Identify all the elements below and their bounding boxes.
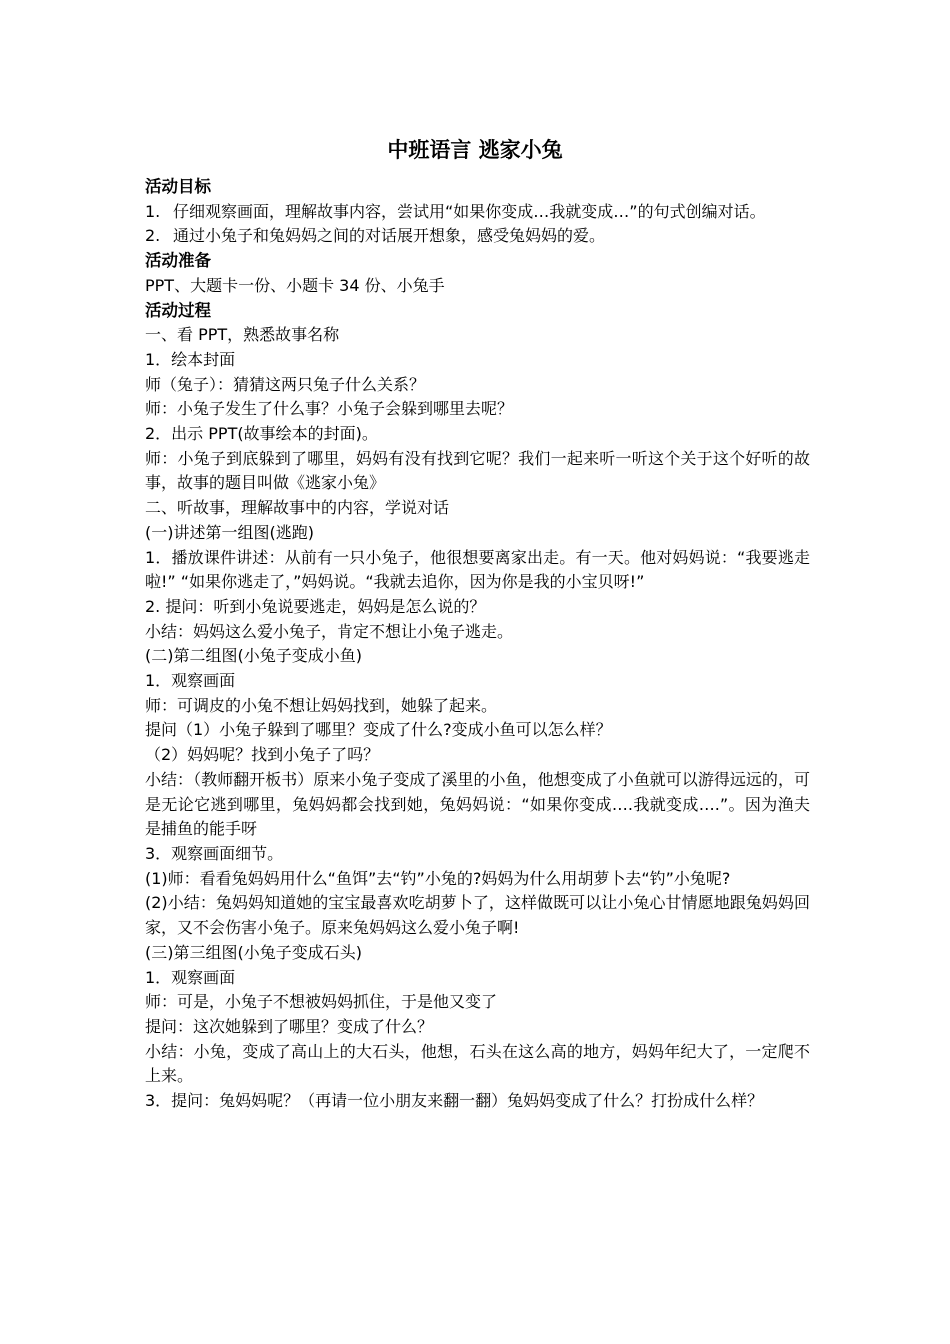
process-line: 1．观察画面 <box>145 967 236 987</box>
goal-item-2-text: 通过小兔子和兔妈妈之间的对话展开想象，感受兔妈妈的爱。 <box>173 226 606 246</box>
process-line: (二)第二组图(小兔子变成小鱼) <box>145 646 362 666</box>
process-heading: 活动过程 <box>145 300 211 320</box>
process-line: 3．提问：兔妈妈呢？（再请一位小朋友来翻一翻）兔妈妈变成了什么？打扮成什么样？ <box>145 1091 764 1111</box>
process-line: 2. 提问：听到小兔说要逃走，妈妈是怎么说的？ <box>145 596 486 616</box>
process-line: 2．出示 PPT(故事绘本的封面)。 <box>145 424 378 444</box>
process-line: 提问（1）小兔子躲到了哪里？变成了什么?变成小鱼可以怎么样？ <box>145 720 612 740</box>
process-line: (2)小结：兔妈妈知道她的宝宝最喜欢吃胡萝卜了，这样做既可以让小兔心甘情愿地跟兔妈妈回家，又不会伤害小兔子。原来兔妈妈这么爱小兔子啊! <box>145 893 810 938</box>
goal-item-2-number: 2. <box>145 226 161 246</box>
prep-heading: 活动准备 <box>145 251 211 271</box>
process-line: 3．观察画面细节。 <box>145 843 284 863</box>
process-line: 师：小兔子发生了什么事？小兔子会躲到哪里去呢？ <box>145 399 514 419</box>
process-line: 1．播放课件讲述：从前有一只小兔子，他很想要离家出走。有一天。他对妈妈说：“我要逃走啦!” “如果你逃走了，”妈妈说。“我就去追你，因为你是我的小宝贝呀!” <box>145 547 810 592</box>
process-line: 小结：（教师翻开板书）原来小兔子变成了溪里的小鱼，他想变成了小鱼就可以游得远远的，可是无论它逃到哪里，兔妈妈都会找到她，兔妈妈说：“如果你变成….我就变成….”。因为渔夫是捕鱼的能手呀 <box>145 769 810 839</box>
process-line: 1．绘本封面 <box>145 349 236 369</box>
process-line: 提问：这次她躲到了哪里？变成了什么？ <box>145 1016 434 1036</box>
document-body <box>145 175 810 1114</box>
process-line: (三)第三组图(小兔子变成石头) <box>145 942 362 962</box>
goal-heading: 活动目标 <box>145 177 211 196</box>
goal-item-1-number: 1. <box>145 201 161 221</box>
goal-item-1 <box>145 200 810 225</box>
process-line: 师：可是，小兔子不想被妈妈抓住，于是他又变了 <box>145 992 498 1012</box>
process-line: （2）妈妈呢？找到小兔子了吗？ <box>145 745 380 765</box>
process-line: (一)讲述第一组图(逃跑) <box>145 522 314 542</box>
process-line: 小结：妈妈这么爱小兔子，肯定不想让小兔子逃走。 <box>145 621 514 641</box>
process-line: 小结：小兔，变成了高山上的大石头，他想，石头在这么高的地方，妈妈年纪大了，一定爬不上来。 <box>145 1041 810 1086</box>
process-line: 1．观察画面 <box>145 671 236 691</box>
process-line: (1)师：看看兔妈妈用什么“鱼饵”去“钓”小兔的?妈妈为什么用胡萝卜去“钓”小兔呢? <box>145 868 731 888</box>
goal-item-2 <box>145 224 810 249</box>
process-line: 一、看 PPT，熟悉故事名称 <box>145 325 340 345</box>
document-title: 中班语言 逃家小兔 <box>387 138 563 162</box>
prep-text: PPT、大题卡一份、小题卡 34 份、小兔手 <box>145 275 445 295</box>
process-line: 师：可调皮的小兔不想让妈妈找到，她躲了起来。 <box>145 695 498 715</box>
process-line: 师：小兔子到底躲到了哪里，妈妈有没有找到它呢？我们一起来听一听这个关于这个好听的故事，故事的题目叫做《逃家小兔》 <box>145 448 810 493</box>
process-line: 师（兔子）：猜猜这两只兔子什么关系？ <box>145 374 426 394</box>
process-line: 二、听故事，理解故事中的内容，学说对话 <box>145 498 450 518</box>
goal-item-1-text: 仔细观察画面，理解故事内容，尝试用“如果你变成…我就变成…”的句式创编对话。 <box>173 201 766 221</box>
